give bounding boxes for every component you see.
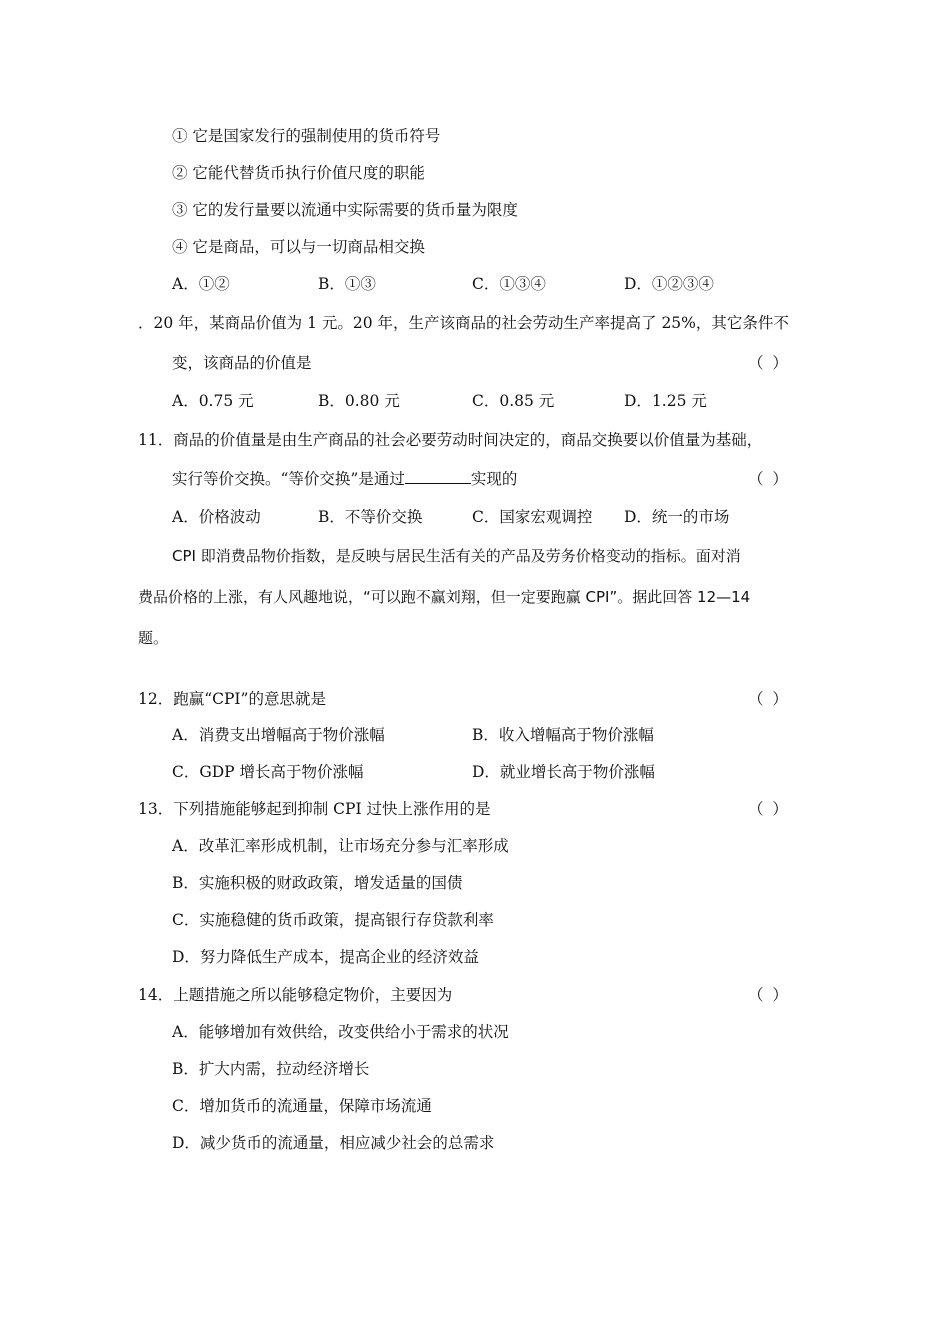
q11-stem-line1: 11．商品的价值量是由生产商品的社会必要劳动时间决定的，商品交换要以价值量为基础， xyxy=(138,431,763,449)
q13-option-b: B．实施积极的财政政策，增发适量的国债 xyxy=(172,874,463,892)
q10-option-b: B．0.80 元 xyxy=(318,392,400,410)
q11-option-d: D．统一的市场 xyxy=(624,508,730,526)
q9-option-a: A．①② xyxy=(172,275,230,293)
answer-blank xyxy=(405,469,471,484)
q10-answer-paren: （ ） xyxy=(748,354,790,372)
q12-option-a: A．消费支出增幅高于物价涨幅 xyxy=(172,726,385,744)
q10-option-c: C．0.85 元 xyxy=(472,392,555,410)
q11-answer-paren: （ ） xyxy=(748,470,790,488)
q10-stem-line2: 变，该商品的价值是 xyxy=(172,354,312,372)
statement-2: ② 它能代替货币执行价值尺度的职能 xyxy=(172,164,425,182)
q12-answer-paren: （ ） xyxy=(748,690,790,708)
q14-stem: 14．上题措施之所以能够稳定物价，主要因为 xyxy=(138,986,453,1004)
q10-stem-line1: ．20 年，某商品价值为 1 元。20 年，生产该商品的社会劳动生产率提高了 25%，其它条件不 xyxy=(138,314,789,332)
q14-answer-paren: （ ） xyxy=(748,986,790,1004)
q12-option-c: C．GDP 增长高于物价涨幅 xyxy=(172,763,364,781)
q11-stem-post: 实现的 xyxy=(470,470,518,488)
passage-line2: 费品价格的上涨，有人风趣地说，“可以跑不赢刘翔，但一定要跑赢 CPI”。据此回答 12—14 xyxy=(138,588,751,606)
q14-option-b: B．扩大内需，拉动经济增长 xyxy=(172,1060,370,1078)
q14-option-c: C．增加货币的流通量，保障市场流通 xyxy=(172,1097,432,1115)
q9-option-d: D．①②③④ xyxy=(624,275,714,293)
passage-line1: CPI 即消费品物价指数，是反映与居民生活有关的产品及劳务价格变动的指标。面对消 xyxy=(172,547,741,565)
q9-option-c: C．①③④ xyxy=(472,275,546,293)
passage-line3: 题。 xyxy=(138,629,169,647)
q14-option-d: D．减少货币的流通量，相应减少社会的总需求 xyxy=(172,1134,495,1152)
q11-stem-line2 xyxy=(172,468,517,490)
q13-option-a: A．改革汇率形成机制，让市场充分参与汇率形成 xyxy=(172,837,509,855)
q10-option-a: A．0.75 元 xyxy=(172,392,254,410)
q11-option-b: B．不等价交换 xyxy=(318,508,423,526)
statement-4: ④ 它是商品，可以与一切商品相交换 xyxy=(172,238,425,256)
q10-option-d: D．1.25 元 xyxy=(624,392,707,410)
q13-stem: 13．下列措施能够起到抑制 CPI 过快上涨作用的是 xyxy=(138,800,491,818)
q9-option-b: B．①③ xyxy=(318,275,376,293)
q14-option-a: A．能够增加有效供给，改变供给小于需求的状况 xyxy=(172,1023,509,1041)
q13-option-c: C．实施稳健的货币政策，提高银行存贷款利率 xyxy=(172,911,494,929)
q11-option-a: A．价格波动 xyxy=(172,508,261,526)
statement-1: ① 它是国家发行的强制使用的货币符号 xyxy=(172,127,441,145)
statement-3: ③ 它的发行量要以流通中实际需要的货币量为限度 xyxy=(172,201,518,219)
q12-option-b: B．收入增幅高于物价涨幅 xyxy=(472,726,654,744)
q12-option-d: D．就业增长高于物价涨幅 xyxy=(472,763,655,781)
q13-option-d: D．努力降低生产成本，提高企业的经济效益 xyxy=(172,948,479,966)
q11-option-c: C．国家宏观调控 xyxy=(472,508,593,526)
q11-stem-pre: 实行等价交换。“等价交换”是通过 xyxy=(172,470,405,488)
q12-stem: 12．跑赢“CPI”的意思就是 xyxy=(138,690,326,708)
q13-answer-paren: （ ） xyxy=(748,800,790,818)
